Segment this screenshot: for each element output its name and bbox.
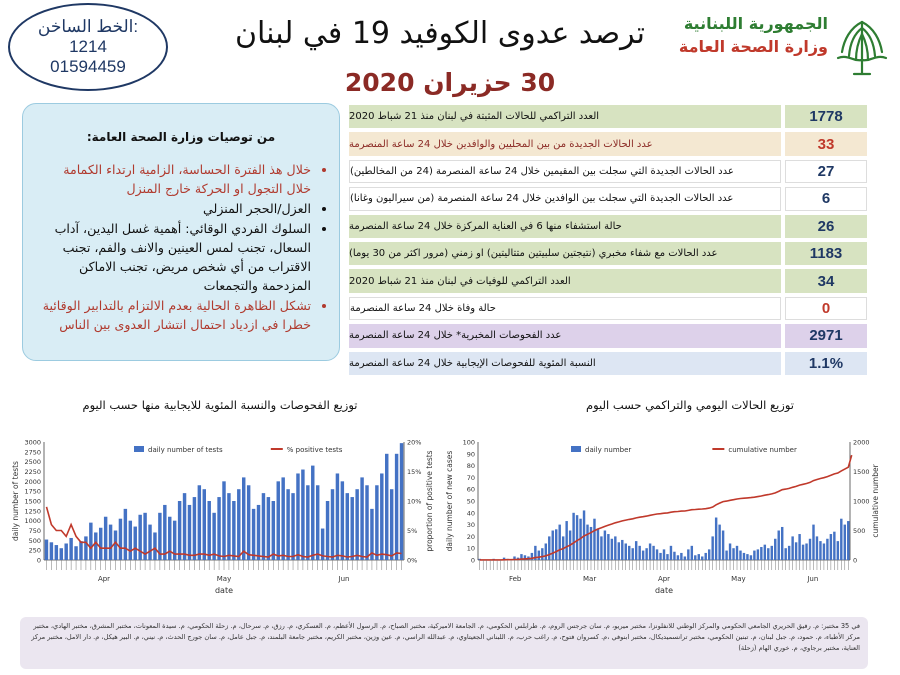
stat-row [349,324,867,347]
y2-axis-label: cumulative number [871,464,880,538]
bar [153,532,156,560]
bar [805,543,807,560]
x-month-label: Mar [582,575,597,583]
bar [89,523,92,560]
bar [725,551,727,560]
stat-label: العدد التراكمي للوفيات في لبنان منذ 21 شباط 2020 [349,269,781,292]
bar [618,542,620,560]
stat-label: عدد الفحوصات المخبرية* خلال 24 ساعة المنصرمة [349,324,781,347]
bar [694,555,696,560]
y-axis-label: daily number of tests [11,461,20,541]
stat-row [349,215,867,238]
y-tick-label: 40 [466,509,475,518]
bar [597,529,599,560]
bar [750,555,752,560]
hotline-number-2: 01594459 [50,57,126,76]
x-month-label: Apr [657,575,671,583]
cases-chart-svg [445,430,888,610]
stat-label: عدد الحالات الجديدة التي سجلت بين المقيمين خلال 24 ساعة المنصرمة (24 من المخالطين) [349,160,781,183]
bar [649,543,651,560]
bar [74,546,77,560]
stat-value: 2971 [785,324,867,347]
stat-value: 33 [785,132,867,155]
bar [198,485,201,560]
bar [341,481,344,560]
bar [565,521,567,560]
stat-label: عدد الحالات مع شفاء مخبري (نتيجتين سلبيتين متتاليتين) او زمني (مرور اكثر من 30 يوما) [349,242,781,265]
bar [760,547,762,560]
tests-chart [8,430,438,614]
stat-value: 1778 [785,105,867,128]
y2-tick-label: 10% [407,497,422,506]
bar [753,551,755,560]
bar [670,546,672,560]
x-month-label: May [216,575,232,583]
bar [119,519,122,560]
stat-label: حالة وفاة خلال 24 ساعة المنصرمة [349,297,781,320]
bar [611,539,613,560]
bar [830,534,832,560]
bar [138,515,141,560]
x-month-label: Apr [97,575,111,583]
cedar-logo-icon [832,14,892,84]
bar [286,489,289,560]
bar [816,536,818,560]
y-tick-label: 500 [28,536,41,545]
y2-tick-label: 500 [853,527,866,535]
bar [188,505,191,560]
bar [60,548,63,560]
bar [614,536,616,560]
bar [552,531,554,561]
stat-label: عدد الحالات الجديدة من بين المحليين والوافدين خلال 24 ساعة المنصرمة [349,132,781,155]
bar [247,485,250,560]
legend-label: daily number [585,446,632,454]
stat-row [349,160,867,183]
stat-value: 27 [785,160,867,183]
bar [168,517,171,560]
recommendations-list [35,160,327,334]
bar [659,553,661,560]
bar [604,531,606,561]
bar [178,501,181,560]
bar [764,545,766,560]
bar [267,497,270,560]
bar [400,443,403,560]
bar [222,481,225,560]
x-month-label: Feb [508,575,522,583]
bar [642,551,644,560]
bar [767,548,769,560]
bar [802,545,804,560]
bar [79,541,82,560]
stat-label: العدد التراكمي للحالات المثبتة في لبنان منذ 21 شباط 2020 [349,105,781,128]
bar [638,546,640,560]
y2-tick-label: 0 [853,556,858,565]
bar [840,519,842,560]
y-tick-label: 50 [466,497,475,506]
bar [203,489,206,560]
y-tick-label: 70 [466,473,475,482]
hotline-label: الخط الساخن: [37,17,139,36]
bar [628,546,630,560]
y-tick-label: 80 [466,462,475,471]
bar [833,532,835,560]
stat-row [349,269,867,292]
bar [104,517,107,560]
bar [350,497,353,560]
bar [743,553,745,560]
bar [207,501,210,560]
bar [316,485,319,560]
bar [635,541,637,560]
bar [237,489,240,560]
y-tick-label: 1250 [24,507,41,516]
y-tick-label: 250 [28,546,41,555]
bar [114,531,117,561]
bar [645,548,647,560]
bar [545,543,547,560]
y-tick-label: 100 [462,438,475,447]
y2-tick-label: 2000 [853,438,870,447]
bar [798,534,800,560]
bar [701,556,703,560]
bar [809,539,811,560]
bar [684,556,686,560]
stat-row [349,352,867,375]
stat-row [349,297,867,320]
bar [673,552,675,560]
stat-row [349,132,867,155]
x-month-label: Jun [807,575,819,583]
bar [385,454,388,560]
bar [586,525,588,560]
bar [823,543,825,560]
y-tick-label: 60 [466,485,475,494]
recommendations-panel [22,103,340,361]
bar [94,532,97,560]
bar [109,525,112,560]
recommendation-item: • العزل/الحجر المنزلي [35,199,311,218]
bar [272,501,275,560]
stat-row [349,105,867,128]
bar [69,538,72,560]
y2-axis-label: proportion of positive tests [425,450,434,552]
bar [666,554,668,560]
bar [652,546,654,560]
bar [311,466,314,560]
bar [277,481,280,560]
bar [784,548,786,560]
bar [555,529,557,560]
y2-tick-label: 0% [407,556,418,565]
bar [812,525,814,560]
bar [576,515,578,560]
bar [541,548,543,560]
bar [375,485,378,560]
stat-label: عدد الحالات الجديدة التي سجلت بين الوافدين خلال 24 ساعة المنصرمة (من سيراليون وغانا) [349,187,781,210]
bar [729,543,731,560]
recommendations-title: من توصيات وزارة الصحة العامة: [86,130,276,144]
bar [306,485,309,560]
bar [336,473,339,560]
bar [736,546,738,560]
bar [124,509,127,560]
legend-swatch-bars [571,446,581,452]
bar [844,525,846,560]
bar [656,549,658,560]
ministry-label: وزارة الصحة العامة [678,37,828,56]
bar [663,549,665,560]
bar [252,509,255,560]
bar [791,536,793,560]
x-axis-label: date [654,586,674,595]
bar [45,540,48,560]
x-axis-label: date [214,586,234,595]
y-tick-label: 1500 [24,497,41,506]
bar [621,540,623,560]
y-tick-label: 10 [466,544,475,553]
y2-tick-label: 5% [407,527,418,535]
bar [739,551,741,560]
stat-value: 26 [785,215,867,238]
bar [548,536,550,560]
y-tick-label: 2500 [24,458,41,467]
legend-label: % positive tests [286,446,343,454]
stat-label: النسبة المئوية للفحوصات الإيجابية خلال 24 ساعة المنصرمة [349,352,781,375]
bar [680,553,682,560]
y-axis-label: daily number of new cases [445,450,454,552]
bar [262,493,265,560]
bar [826,539,828,560]
bar [788,546,790,560]
bar [134,527,137,560]
stat-label: حالة استشفاء منها 6 في العناية المركزة خلال 24 ساعة المنصرمة [349,215,781,238]
bar [600,536,602,560]
labs-footnote: في 35 مختبر: م. رفيق الحريري الجامعي الحكومي والمركز الوطني للانفلونزا، مختبر ميريو، م. سان جرجس الروم، م. طرابلس الحكومي، م. الجامعة الاميركية، مختبر الصباح، م. الرسول الأعظم، م. العسكري، م. رزق، م. سرحال، م. زحلة الحكومي، م. سيدة المعونات، مختبر المشرق، مختبر الهادي، مختبر مركز الأطباء، م. حمود، م. جبل لبنان، م. تبنين الحكومي، مختبر ترانسميديكال، مختبر ابنوفي ،م. كسروان فتوح، م. راغب حرب، م. اللبناني الجعيتاوي، م. عبدالله الراسي، م. عين وزين، مختبر الكريم، مختبر جامعة البلمند، م. جبل عامل، م. سان جورج الحدث، م. نيني، م. البير هيكل، م. دار الامل، مختبر مركز العناية، مختبر برجاوي، م. خوري الهام (زحلة) [20,617,868,669]
bar [129,521,132,560]
bar [691,546,693,560]
tests-chart-svg [8,430,438,610]
hotline-badge [8,3,168,91]
bar [774,539,776,560]
bar [687,549,689,560]
bar [291,493,294,560]
recommendation-item: • تشكل الظاهرة الحالية بعدم الالتزام بالتدابير الوقائية خطرا في ازدياد احتمال انتشار العدوى بين الناس [35,296,311,334]
bar [217,497,220,560]
bar [296,473,299,560]
bar [257,505,260,560]
legend-label: daily number of tests [148,446,223,454]
y-tick-label: 750 [28,527,41,535]
cases-chart [445,430,888,614]
stat-row [349,242,867,265]
report-date: 30 حزيران 2020 [344,68,556,97]
stat-row [349,187,867,210]
bar [84,536,87,560]
y-tick-label: 3000 [24,438,41,447]
stat-value: 1.1% [785,352,867,375]
recommendation-item: • خلال هذ الفترة الحساسة، الزامية ارتداء الكمامة خلال التجول او الحركة خارج المنزل [35,160,311,198]
y-tick-label: 30 [466,521,475,530]
y-tick-label: 90 [466,450,475,459]
y-tick-label: 2250 [24,468,41,476]
tests-chart-title: توزيع الفحوصات والنسبة المئوية للايجابية منها حسب اليوم [82,398,358,412]
bar [212,513,215,560]
bar [301,470,304,560]
legend-swatch-bars [134,446,144,452]
hotline-number-1: 1214 [69,37,107,56]
bar [346,493,349,560]
bar [395,454,398,560]
y-tick-label: 2000 [24,477,41,486]
bar [360,477,363,560]
bar [281,477,284,560]
bar [746,554,748,560]
bar [558,525,560,560]
bar [99,528,102,560]
bar [732,548,734,560]
bar [390,489,393,560]
bar [631,548,633,560]
stat-value: 1183 [785,242,867,265]
ministry-name [668,14,828,56]
y-tick-label: 0 [36,556,41,565]
bar [722,531,724,561]
y-tick-label: 20 [466,532,475,541]
bar [771,546,773,560]
bar [847,521,849,560]
bar [795,542,797,560]
bar [227,493,230,560]
stats-table [349,105,867,379]
bar [837,541,839,560]
bar [718,525,720,560]
bar [64,543,67,560]
y-tick-label: 0 [470,556,475,565]
bar [819,541,821,560]
bar [163,505,166,560]
recommendation-item: • السلوك الفردي الوقائي: أهمية غسل اليدين، آداب السعال، تجنب لمس العينين والانف والفم، تجنب الاقتراب من أي شخص مريض، تجنب الاماكن المزدحمة والتجمعات [35,219,311,295]
bar [148,525,151,560]
bar [778,531,780,561]
bar [380,473,383,560]
bar [625,543,627,560]
stat-value: 34 [785,269,867,292]
y2-tick-label: 1000 [853,497,870,506]
bar [355,489,358,560]
legend-label: cumulative number [728,446,797,454]
y2-tick-label: 1500 [853,468,870,476]
bar [781,527,783,560]
page-title: ترصد عدوى الكوفيد 19 في لبنان [234,16,646,51]
bar [242,477,245,560]
bar [705,553,707,560]
bar [593,519,595,560]
bar [757,549,759,560]
bar [55,545,58,560]
stat-value: 0 [785,297,867,320]
bar [365,485,368,560]
bar [715,518,717,560]
stat-value: 6 [785,187,867,210]
republic-label: الجمهورية اللبنانية [683,14,828,33]
y-tick-label: 1000 [24,517,41,526]
bar [326,501,329,560]
bar [331,489,334,560]
cases-chart-title: توزيع الحالات اليومي والتراكمي حسب اليوم [585,398,795,412]
x-month-label: Jun [338,575,350,583]
y2-tick-label: 20% [407,438,422,447]
bar [607,534,609,560]
x-month-label: May [731,575,746,583]
bar [711,536,713,560]
y2-tick-label: 15% [407,468,422,476]
bar [183,493,186,560]
bar [50,542,53,560]
bar [538,551,540,560]
bar [232,501,235,560]
bar [708,549,710,560]
bar [677,555,679,560]
y-tick-label: 2750 [24,448,41,457]
bar [698,554,700,560]
bar [193,497,196,560]
bar [572,513,574,560]
y-tick-label: 1750 [24,487,41,496]
